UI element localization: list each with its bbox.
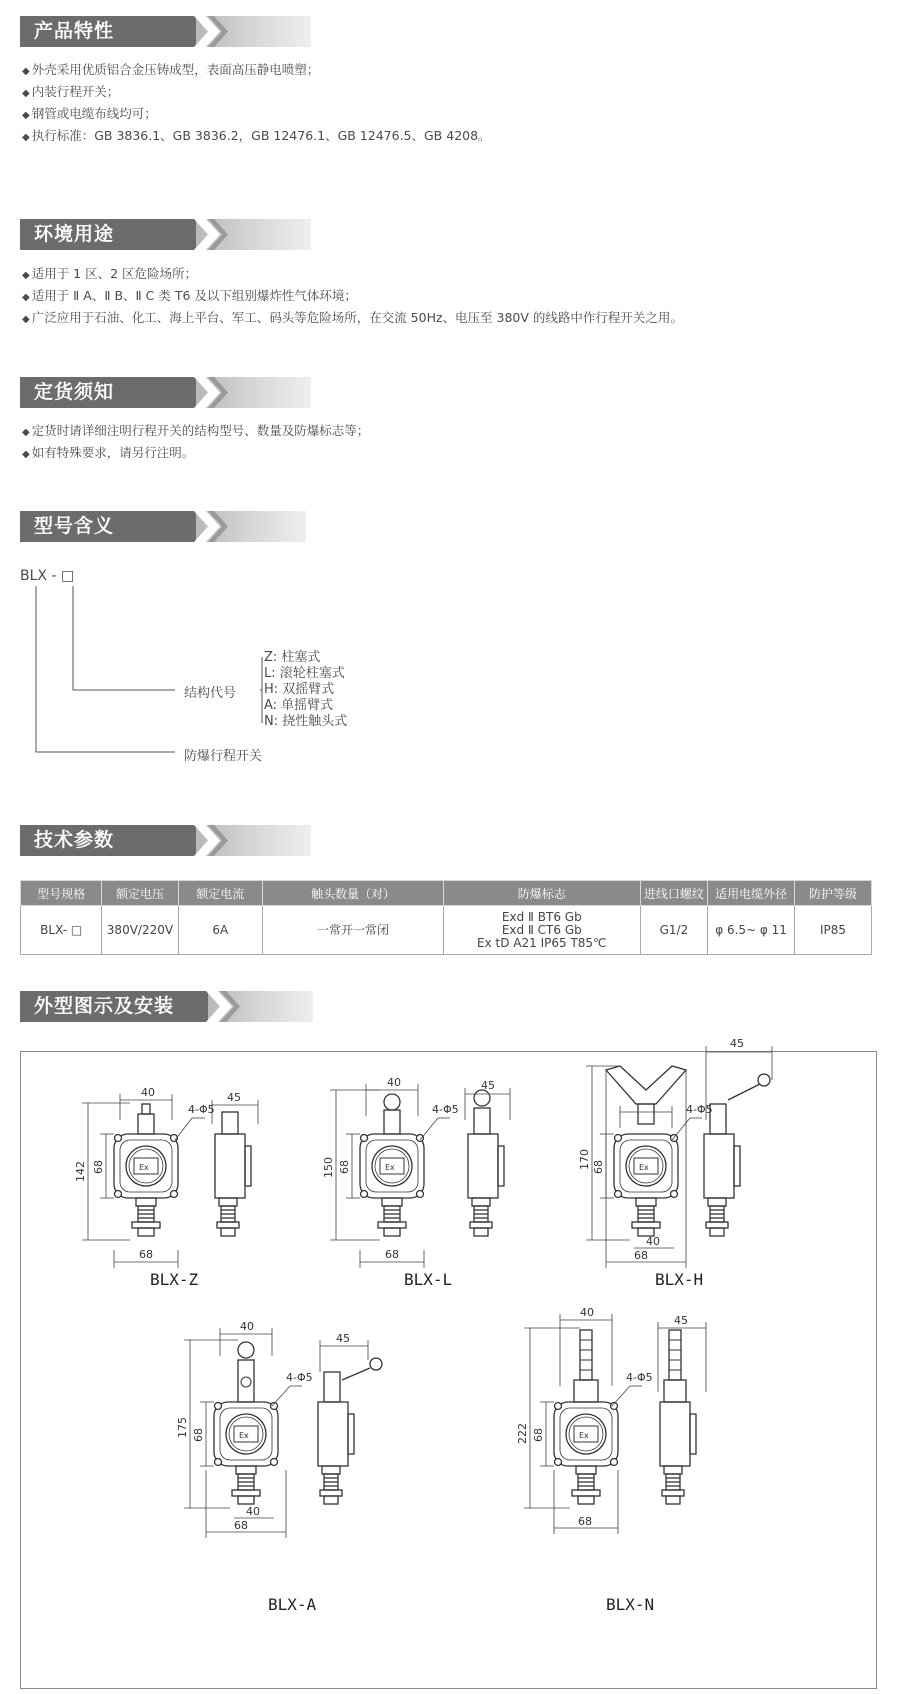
cell-ip: IP85 [795,906,872,955]
drawing-blx-a [176,1320,382,1538]
section-title: 定货须知 [20,377,196,408]
dim-height: 142 [74,1161,87,1182]
dim-45: 45 [336,1332,350,1345]
list-item: ◆ 执行标准：GB 3836.1、GB 3836.2，GB 12476.1、GB 12476.5、GB 4208。 [22,126,491,148]
dim-68-h: 68 [634,1249,648,1262]
list-item: ◆ 定货时请详细注明行程开关的结构型号、数量及防爆标志等； [22,421,369,443]
list-item: ◆ 适用于 1 区、2 区危险场所； [22,264,683,286]
dim-45: 45 [227,1091,241,1104]
list-item: ◆ 广泛应用于石油、化工、海上平台、军工、码头等危险场所，在交流 50Hz、电压至 380V 的线路中作行程开关之用。 [22,308,683,330]
mark-line: Exd Ⅱ BT6 Gb [501,909,582,924]
dim-45: 45 [674,1314,688,1327]
hole-label: 4-Φ5 [286,1371,313,1384]
model-label-n: BLX-N [606,1595,655,1614]
cell-model: BLX- □ [21,906,102,955]
col-model: 型号规格 [21,881,102,906]
option-a: A: 单摇臂式 [264,698,334,713]
list-item: ◆ 适用于 Ⅱ A、Ⅱ B、Ⅱ C 类 T6 及以下组别爆炸性气体环境； [22,286,683,308]
ex-mark: Ex [639,1163,649,1172]
list-item: ◆ 外壳采用优质铝合金压铸成型，表面高压静电喷塑； [22,60,491,82]
list-item: ◆ 内装行程开关； [22,82,491,104]
section-title: 技术参数 [20,825,196,856]
dim-40: 40 [646,1235,660,1248]
mark-line: Exd Ⅱ CT6 Gb [501,922,582,937]
cell-thread: G1/2 [640,906,707,955]
dim-68-v: 68 [192,1428,205,1442]
col-marks: 防爆标志 [443,881,640,906]
ex-mark: Ex [239,1431,249,1440]
cell-cable: φ 6.5~ φ 11 [708,906,795,955]
col-voltage: 额定电压 [102,881,178,906]
option-n: N: 挠性触头式 [264,714,348,729]
dim-68-h: 68 [578,1515,592,1528]
ex-mark: Ex [139,1163,149,1172]
mark-line: Ex tD A21 IP65 T85℃ [477,935,607,950]
option-l: L: 滚轮柱塞式 [264,666,345,681]
dim-68-h: 68 [234,1519,248,1532]
dim-68-v: 68 [92,1160,105,1174]
model-label-l: BLX-L [404,1270,453,1289]
model-label-z: BLX-Z [150,1270,199,1289]
option-z: Z: 柱塞式 [264,650,321,665]
option-h: H: 双摇臂式 [264,682,335,697]
list-item: ◆ 钢管或电缆布线均可； [22,104,491,126]
section-title: 型号含义 [20,511,196,542]
dim-45: 45 [730,1037,744,1050]
drawing-blx-h [578,1037,772,1268]
dim-height: 150 [322,1157,335,1178]
list-item: ◆ 如有特殊要求，请另行注明。 [22,443,369,465]
dim-40: 40 [141,1086,155,1099]
hole-label: 4-Φ5 [432,1103,459,1116]
drawing-blx-z [74,1086,258,1268]
hole-label: 4-Φ5 [686,1103,713,1116]
cell-voltage: 380V/220V [102,906,178,955]
dim-68-h: 68 [385,1248,399,1261]
col-thread: 进线口螺纹 [640,881,707,906]
cell-current: 6A [178,906,263,955]
model-label-h: BLX-H [655,1270,704,1289]
col-contacts: 触头数量（对） [263,881,444,906]
section-title: 产品特性 [20,16,196,47]
dim-68-v: 68 [532,1428,545,1442]
drawing-blx-n [516,1306,706,1534]
struct-label: 结构代号 [184,686,237,701]
section-title: 外型图示及安装 [20,991,208,1022]
hole-label: 4-Φ5 [188,1103,215,1116]
dim-40: 40 [580,1306,594,1319]
col-current: 额定电流 [178,881,263,906]
base-label: 防爆行程开关 [184,749,263,764]
col-ip: 防护等级 [795,881,872,906]
dim-45: 45 [481,1079,495,1092]
dim-40b: 40 [246,1505,260,1518]
dim-height: 170 [578,1149,591,1170]
dim-68-v: 68 [592,1160,605,1174]
cell-contacts: 一常开一常闭 [263,906,444,955]
dim-40: 40 [240,1320,254,1333]
model-label-a: BLX-A [268,1595,317,1614]
dim-height: 175 [176,1417,189,1438]
dim-height: 222 [516,1423,529,1444]
dim-68-v: 68 [338,1160,351,1174]
drawing-blx-l [322,1076,510,1268]
ex-mark: Ex [385,1163,395,1172]
col-cable: 适用电缆外径 [708,881,795,906]
dim-68-h: 68 [139,1248,153,1261]
model-code: BLX - □ [20,568,75,584]
section-title: 环境用途 [20,219,196,250]
dim-40: 40 [387,1076,401,1089]
ex-mark: Ex [579,1431,589,1440]
hole-label: 4-Φ5 [626,1371,653,1384]
